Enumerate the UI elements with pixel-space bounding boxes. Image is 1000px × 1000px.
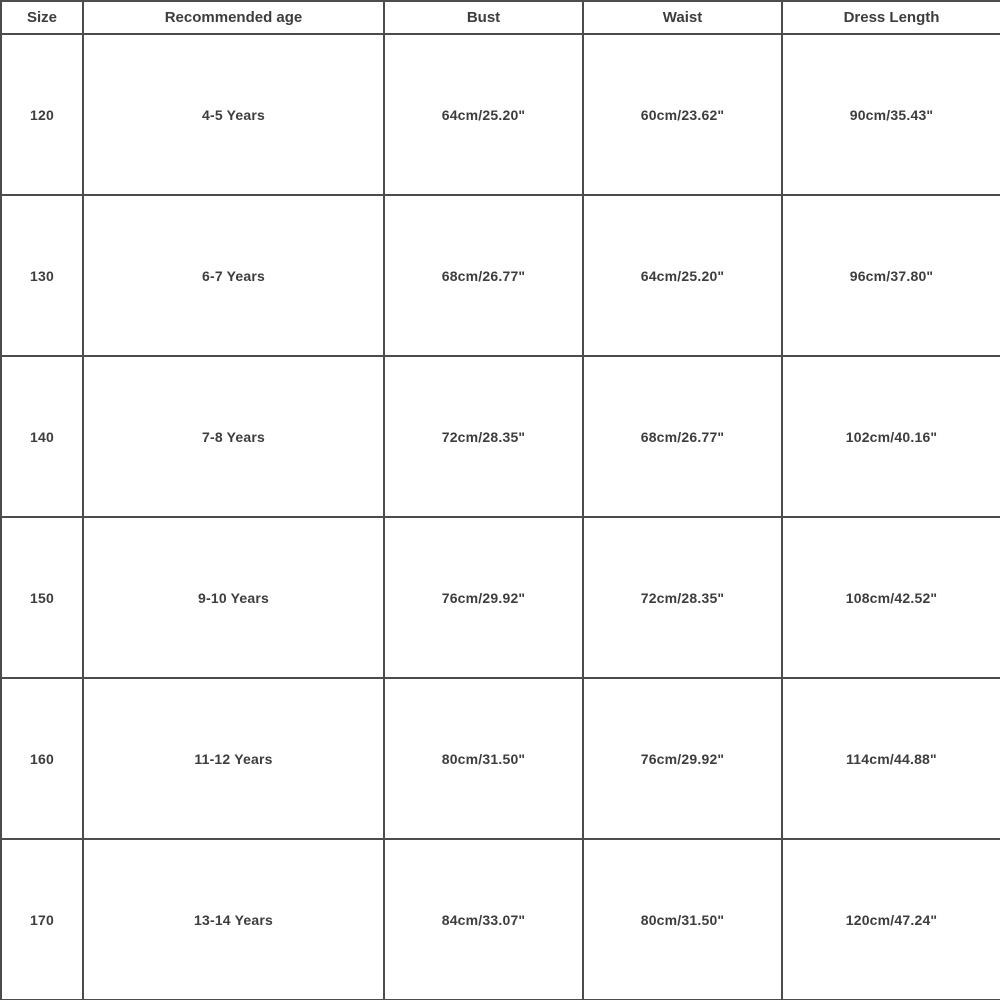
column-header: Bust bbox=[384, 1, 583, 34]
column-header: Waist bbox=[583, 1, 782, 34]
table-body bbox=[1, 34, 1000, 1000]
table-row bbox=[1, 678, 1000, 839]
table-cell: 13-14 Years bbox=[83, 839, 384, 1000]
table-cell: 90cm/35.43" bbox=[782, 34, 1000, 195]
table-row bbox=[1, 839, 1000, 1000]
table-cell: 80cm/31.50" bbox=[583, 839, 782, 1000]
table-cell: 68cm/26.77" bbox=[384, 195, 583, 356]
table-cell: 108cm/42.52" bbox=[782, 517, 1000, 678]
table-cell: 11-12 Years bbox=[83, 678, 384, 839]
table-cell: 150 bbox=[1, 517, 83, 678]
table-cell: 84cm/33.07" bbox=[384, 839, 583, 1000]
table-header bbox=[1, 1, 1000, 34]
table-row bbox=[1, 356, 1000, 517]
table-row bbox=[1, 517, 1000, 678]
table-cell: 72cm/28.35" bbox=[384, 356, 583, 517]
table-cell: 4-5 Years bbox=[83, 34, 384, 195]
table-cell: 9-10 Years bbox=[83, 517, 384, 678]
table-cell: 102cm/40.16" bbox=[782, 356, 1000, 517]
table-cell: 140 bbox=[1, 356, 83, 517]
table-cell: 64cm/25.20" bbox=[384, 34, 583, 195]
table-cell: 130 bbox=[1, 195, 83, 356]
table-cell: 68cm/26.77" bbox=[583, 356, 782, 517]
table-cell: 170 bbox=[1, 839, 83, 1000]
table-cell: 96cm/37.80" bbox=[782, 195, 1000, 356]
table-cell: 160 bbox=[1, 678, 83, 839]
column-header: Recommended age bbox=[83, 1, 384, 34]
table-cell: 114cm/44.88" bbox=[782, 678, 1000, 839]
table-cell: 72cm/28.35" bbox=[583, 517, 782, 678]
table-cell: 60cm/23.62" bbox=[583, 34, 782, 195]
table-cell: 76cm/29.92" bbox=[384, 517, 583, 678]
table-cell: 120 bbox=[1, 34, 83, 195]
column-header: Dress Length bbox=[782, 1, 1000, 34]
table-cell: 120cm/47.24" bbox=[782, 839, 1000, 1000]
table-cell: 80cm/31.50" bbox=[384, 678, 583, 839]
column-header: Size bbox=[1, 1, 83, 34]
table-row bbox=[1, 195, 1000, 356]
table-cell: 6-7 Years bbox=[83, 195, 384, 356]
table-cell: 76cm/29.92" bbox=[583, 678, 782, 839]
table-row bbox=[1, 34, 1000, 195]
header-row bbox=[1, 1, 1000, 34]
table-cell: 7-8 Years bbox=[83, 356, 384, 517]
table-cell: 64cm/25.20" bbox=[583, 195, 782, 356]
